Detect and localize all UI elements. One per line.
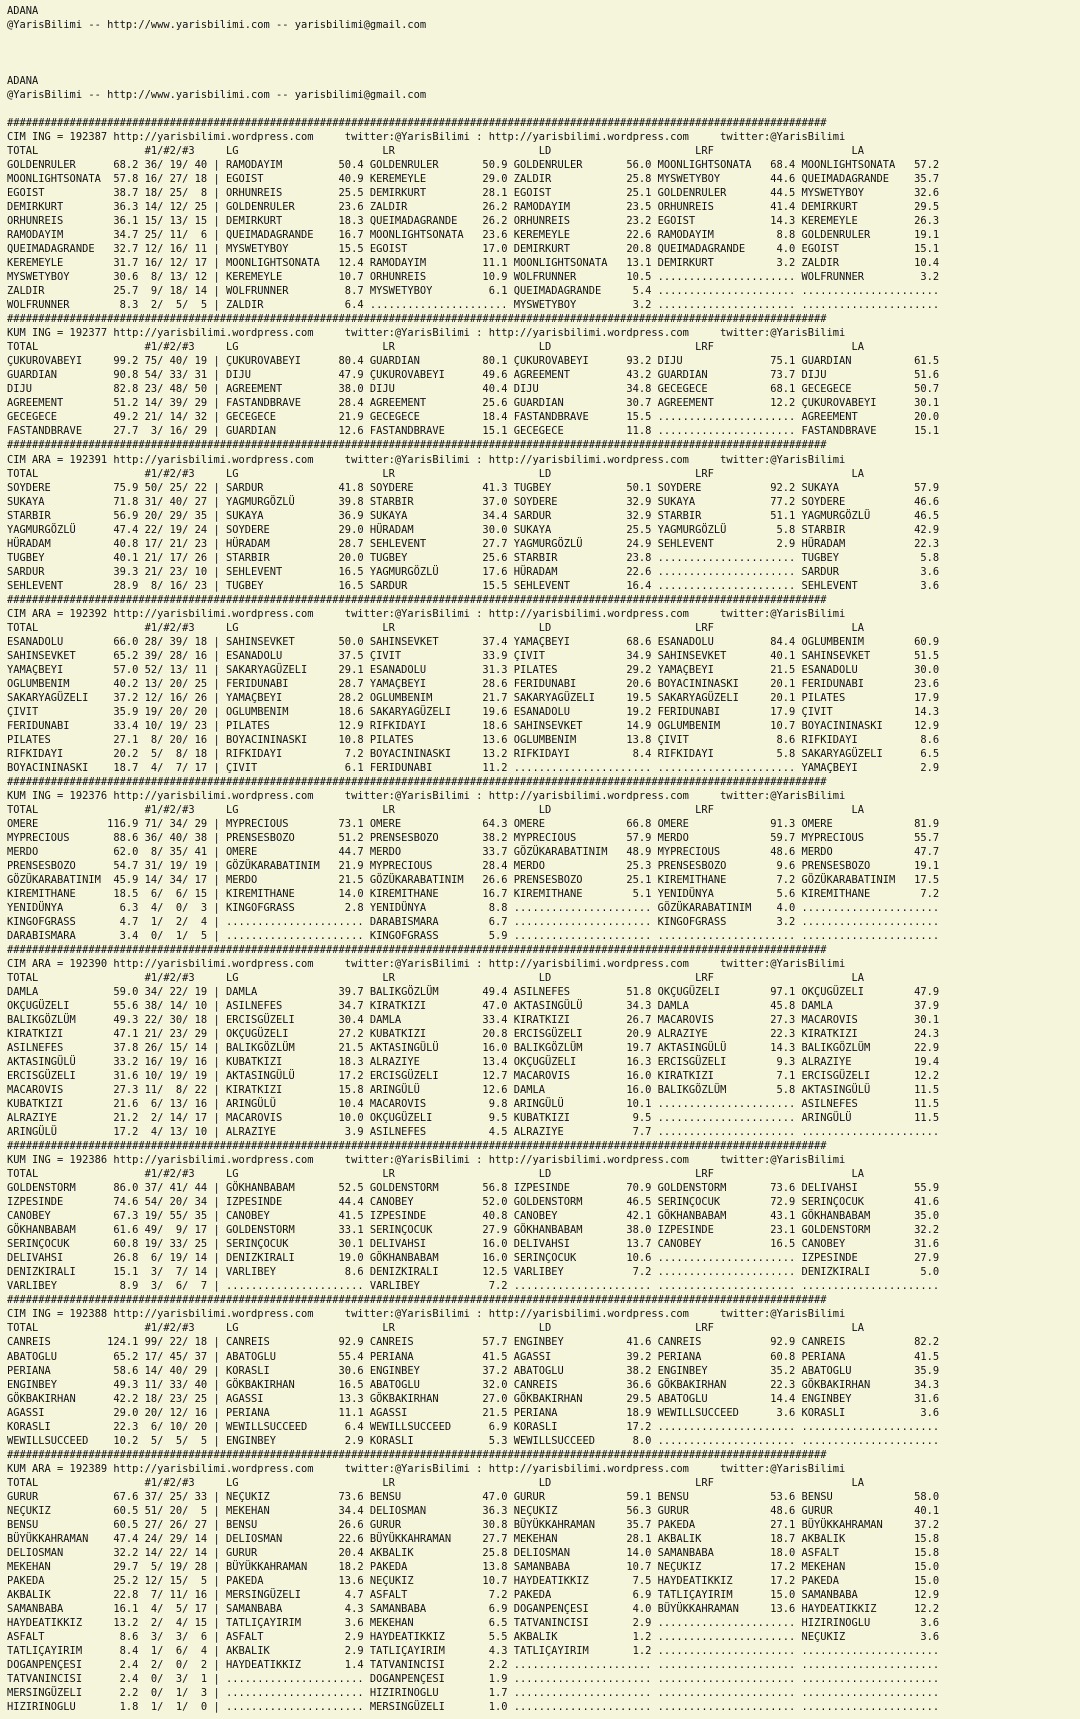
table-row: DARABISMARA 3.4 0/ 1/ 5 | ...................... KINGOFGRASS 5.9 ...................... ...................... ...................... — [7, 930, 940, 943]
table-row: SAKARYAGÜZELI 37.2 12/ 16/ 26 | YAMAÇBEYI 28.2 OGLUMBENIM 21.7 SAKARYAGÜZELI 19.5 SAKARYAGÜZELI 20.1 PILATES 17.9 — [7, 691, 940, 704]
table-row: VARLIBEY 8.9 3/ 6/ 7 | ...................... VARLIBEY 7.2 ...................... ...................... ...................... — [7, 1280, 940, 1293]
table-row: ZALDIR 25.7 9/ 18/ 14 | WOLFRUNNER 8.7 MYSWETYBOY 6.1 QUEIMADAGRANDE 5.4 ...................... ...................... — [7, 285, 940, 298]
document-subtitle: @YarisBilimi -- http://www.yarisbilimi.com -- yarisbilimi@gmail.com — [7, 89, 427, 102]
table-row: SAHINSEVKET 65.2 39/ 28/ 16 | ESANADOLU 37.5 ÇIVIT 33.9 ÇIVIT 34.9 SAHINSEVKET 40.1 SAHINSEVKET 51.5 — [7, 649, 940, 662]
table-row: IZPESINDE 74.6 54/ 20/ 34 | IZPESINDE 44.4 CANOBEY 52.0 GOLDENSTORM 46.5 SERINÇOCUK 72.9 SERINÇOCUK 41.6 — [7, 1196, 940, 1209]
table-row: KIREMITHANE 18.5 6/ 6/ 15 | KIREMITHANE 14.0 KIREMITHANE 16.7 KIREMITHANE 5.1 YENIDÜNYA 5.6 KIREMITHANE 7.2 — [7, 887, 940, 900]
race-header: KUM ING = 192386 http://yarisbilimi.wordpress.com twitter:@YarisBilimi : http://yarisbilimi.wordpress.com twitter:@YarisBilimi — [7, 1154, 846, 1167]
race-header: CIM ING = 192388 http://yarisbilimi.wordpress.com twitter:@YarisBilimi : http://yarisbilimi.wordpress.com twitter:@YarisBilimi — [7, 1308, 846, 1321]
table-row: WEWILLSUCCEED 10.2 5/ 5/ 5 | ENGINBEY 2.9 KORASLI 5.3 WEWILLSUCCEED 8.0 ...................... ...................... — [7, 1434, 940, 1447]
section-separator: ################################################################################################################################### — [7, 313, 827, 326]
table-row: CANREIS 124.1 99/ 22/ 18 | CANREIS 92.9 CANREIS 57.7 ENGINBEY 41.6 CANREIS 92.9 CANREIS 82.2 — [7, 1336, 940, 1349]
table-row: ALRAZIYE 21.2 2/ 14/ 17 | MACAROVIS 10.0 OKÇUGÜZELI 9.5 KUBATKIZI 9.5 ...................... ARINGÜLÜ 11.5 — [7, 1112, 940, 1125]
column-header-row: TOTAL #1/#2/#3 LG LR LD LRF LA — [7, 621, 865, 634]
column-header-row: TOTAL #1/#2/#3 LG LR LD LRF LA — [7, 145, 865, 158]
table-row: AGREEMENT 51.2 14/ 39/ 29 | FASTANDBRAVE 28.4 AGREEMENT 25.6 GUARDIAN 30.7 AGREEMENT 12.2 ÇUKUROVABEYI 30.1 — [7, 397, 940, 410]
column-header-row: TOTAL #1/#2/#3 LG LR LD LRF LA — [7, 972, 865, 985]
table-row: ASILNEFES 37.8 26/ 15/ 14 | BALIKGÖZLÜM 21.5 AKTASINGÜLÜ 16.0 BALIKGÖZLÜM 19.7 AKTASINGÜLÜ 14.3 BALIKGÖZLÜM 22.9 — [7, 1042, 940, 1055]
table-row: HÜRADAM 40.8 17/ 21/ 23 | HÜRADAM 28.7 SEHLEVENT 27.7 YAGMURGÖZLÜ 24.9 SEHLEVENT 2.9 HÜRADAM 22.3 — [7, 537, 940, 550]
table-row: YENIDÜNYA 6.3 4/ 0/ 3 | KINGOFGRASS 2.8 YENIDÜNYA 8.8 ...................... GÖZÜKARABATINIM 4.0 ...................... — [7, 902, 940, 914]
table-row: MOONLIGHTSONATA 57.8 16/ 27/ 18 | EGOIST 40.9 KEREMEYLE 29.0 ZALDIR 25.8 MYSWETYBOY 44.6 QUEIMADAGRANDE 35.7 — [7, 173, 940, 186]
table-row: GECEGECE 49.2 21/ 14/ 32 | GECEGECE 21.9 GECEGECE 18.4 FASTANDBRAVE 15.5 ...................... AGREEMENT 20.0 — [7, 411, 940, 424]
table-row: MYPRECIOUS 88.6 36/ 40/ 38 | PRENSESBOZO 51.2 PRENSESBOZO 38.2 MYPRECIOUS 57.9 MERDO 59.7 MYPRECIOUS 55.7 — [7, 831, 940, 844]
table-row: PRENSESBOZO 54.7 31/ 19/ 19 | GÖZÜKARABATINIM 21.9 MYPRECIOUS 28.4 MERDO 25.3 PRENSESBOZO 9.6 PRENSESBOZO 19.1 — [7, 859, 940, 872]
table-row: DEMIRKURT 36.3 14/ 12/ 25 | GOLDENRULER 23.6 ZALDIR 26.2 RAMODAYIM 23.5 ORHUNREIS 41.4 DEMIRKURT 29.5 — [7, 201, 940, 214]
table-row: MERSINGÜZELI 2.2 0/ 1/ 3 | ...................... HIZIRINOGLU 1.7 ...................... ...................... ...................... — [7, 1686, 940, 1699]
race-header: CIM ARA = 192390 http://yarisbilimi.wordpress.com twitter:@YarisBilimi : http://yarisbilimi.wordpress.com twitter:@YarisBilimi — [7, 958, 846, 971]
table-row: SAMANBABA 16.1 4/ 5/ 17 | SAMANBABA 4.3 SAMANBABA 6.9 DOGANPENÇESI 4.0 BÜYÜKKAHRAMAN 13.6 HAYDEATIKKIZ 12.2 — [7, 1602, 940, 1615]
column-header-row: TOTAL #1/#2/#3 LG LR LD LRF LA — [7, 341, 865, 354]
section-separator: ################################################################################################################################### — [7, 1294, 827, 1307]
section-separator: ################################################################################################################################### — [7, 775, 827, 788]
table-row: AKBALIK 22.8 7/ 11/ 16 | MERSINGÜZELI 4.7 ASFALT 7.2 PAKEDA 6.9 TATLIÇAYIRIM 15.0 SAMANBABA 12.9 — [7, 1588, 940, 1601]
table-row: AGASSI 29.0 20/ 12/ 16 | PERIANA 11.1 AGASSI 21.5 PERIANA 18.9 WEWILLSUCCEED 3.6 KORASLI 3.6 — [7, 1406, 940, 1419]
table-row: ARINGÜLÜ 17.2 4/ 13/ 10 | ALRAZIYE 3.9 ASILNEFES 4.5 ALRAZIYE 7.7 ...................... ...................... — [7, 1126, 940, 1139]
race-header: CIM ING = 192387 http://yarisbilimi.wordpress.com twitter:@YarisBilimi : http://yarisbilimi.wordpress.com twitter:@YarisBilimi — [7, 131, 846, 144]
table-row: ÇUKUROVABEYI 99.2 75/ 40/ 19 | ÇUKUROVABEYI 80.4 GUARDIAN 80.1 ÇUKUROVABEYI 93.2 DIJU 75.1 GUARDIAN 61.5 — [7, 355, 940, 368]
table-row: YAGMURGÖZLÜ 47.4 22/ 19/ 24 | SOYDERE 29.0 HÜRADAM 30.0 SUKAYA 25.5 YAGMURGÖZLÜ 5.8 STARBIR 42.9 — [7, 523, 940, 536]
table-row: KUBATKIZI 21.6 6/ 13/ 16 | ARINGÜLÜ 10.4 MACAROVIS 9.8 ARINGÜLÜ 10.1 ...................... ASILNEFES 11.5 — [7, 1098, 940, 1111]
table-row: GÖKBAKIRHAN 42.2 18/ 23/ 25 | AGASSI 13.3 GÖKBAKIRHAN 27.0 GÖKBAKIRHAN 29.5 ABATOGLU 14.4 ENGINBEY 31.6 — [7, 1392, 940, 1405]
document-title: ADANA — [7, 5, 39, 17]
document-subtitle: @YarisBilimi -- http://www.yarisbilimi.com -- yarisbilimi@gmail.com — [7, 19, 427, 32]
table-row: WOLFRUNNER 8.3 2/ 5/ 5 | ZALDIR 6.4 ...................... MYSWETYBOY 3.2 ...................... ...................... — [7, 299, 940, 312]
table-row: BÜYÜKKAHRAMAN 47.4 24/ 29/ 14 | DELIOSMAN 22.6 BÜYÜKKAHRAMAN 27.7 MEKEHAN 28.1 AKBALIK 18.7 AKBALIK 15.8 — [7, 1532, 940, 1545]
table-row: DAMLA 59.0 34/ 22/ 19 | DAMLA 39.7 BALIKGÖZLÜM 49.4 ASILNEFES 51.8 OKÇUGÜZELI 97.1 OKÇUGÜZELI 47.9 — [7, 986, 940, 999]
table-row: PILATES 27.1 8/ 20/ 16 | BOYACININASKI 10.8 PILATES 13.6 OGLUMBENIM 13.8 ÇIVIT 8.6 RIFKIDAYI 8.6 — [7, 733, 940, 746]
table-row: KIRATKIZI 47.1 21/ 23/ 29 | OKÇUGÜZELI 27.2 KUBATKIZI 20.8 ERCISGÜZELI 20.9 ALRAZIYE 22.3 KIRATKIZI 24.3 — [7, 1028, 940, 1041]
table-row: TATVANINCISI 2.4 0/ 3/ 1 | ...................... DOGANPENÇESI 1.9 ...................... ...................... ...................... — [7, 1672, 940, 1685]
section-separator: ################################################################################################################################### — [7, 944, 827, 957]
table-row: TUGBEY 40.1 21/ 17/ 26 | STARBIR 20.0 TUGBEY 25.6 STARBIR 23.8 ...................... TUGBEY 5.8 — [7, 551, 940, 564]
table-row: GUARDIAN 90.8 54/ 33/ 31 | DIJU 47.9 ÇUKUROVABEYI 49.6 AGREEMENT 43.2 GUARDIAN 73.7 DIJU 51.6 — [7, 369, 940, 382]
table-row: DIJU 82.8 23/ 48/ 50 | AGREEMENT 38.0 DIJU 40.4 DIJU 34.8 GECEGECE 68.1 GECEGECE 50.7 — [7, 383, 940, 396]
race-header: KUM ING = 192376 http://yarisbilimi.wordpress.com twitter:@YarisBilimi : http://yarisbilimi.wordpress.com twitter:@YarisBilimi — [7, 789, 846, 802]
table-row: DELIVAHSI 26.8 6/ 19/ 14 | DENIZKIRALI 19.0 GÖKHANBABAM 16.0 SERINÇOCUK 10.6 ...................... IZPESINDE 27.9 — [7, 1252, 940, 1265]
section-separator: ################################################################################################################################### — [7, 117, 827, 130]
table-row: ENGINBEY 49.3 11/ 33/ 40 | GÖKBAKIRHAN 16.5 ABATOGLU 32.0 CANREIS 36.6 GÖKBAKIRHAN 22.3 GÖKBAKIRHAN 34.3 — [7, 1378, 940, 1391]
table-row: DENIZKIRALI 15.1 3/ 7/ 14 | VARLIBEY 8.6 DENIZKIRALI 12.5 VARLIBEY 7.2 ...................... DENIZKIRALI 5.0 — [7, 1266, 940, 1279]
table-row: OGLUMBENIM 40.2 13/ 20/ 25 | FERIDUNABI 28.7 YAMAÇBEYI 28.6 FERIDUNABI 20.6 BOYACININASKI 20.1 FERIDUNABI 23.6 — [7, 677, 940, 690]
section-separator: ################################################################################################################################### — [7, 593, 827, 606]
table-row: KINGOFGRASS 4.7 1/ 2/ 4 | ...................... DARABISMARA 6.7 ...................... KINGOFGRASS 3.2 ...................... — [7, 916, 940, 929]
table-row: PAKEDA 25.2 12/ 15/ 5 | PAKEDA 13.6 NEÇUKIZ 10.7 HAYDEATIKKIZ 7.5 HAYDEATIKKIZ 17.2 PAKEDA 15.0 — [7, 1574, 940, 1587]
race-header: KUM ING = 192377 http://yarisbilimi.wordpress.com twitter:@YarisBilimi : http://yarisbilimi.wordpress.com twitter:@YarisBilimi — [7, 327, 846, 340]
table-row: QUEIMADAGRANDE 32.7 12/ 16/ 11 | MYSWETYBOY 15.5 EGOIST 17.0 DEMIRKURT 20.8 QUEIMADAGRANDE 4.0 EGOIST 15.1 — [7, 243, 940, 256]
table-row: HIZIRINOGLU 1.8 1/ 1/ 0 | ...................... MERSINGÜZELI 1.0 ...................... ...................... ...................... — [7, 1700, 940, 1713]
race-header: CIM ARA = 192391 http://yarisbilimi.wordpress.com twitter:@YarisBilimi : http://yarisbilimi.wordpress.com twitter:@YarisBilimi — [7, 453, 846, 466]
table-row: CANOBEY 67.3 19/ 55/ 35 | CANOBEY 41.5 IZPESINDE 40.8 CANOBEY 42.1 GÖKHANBABAM 43.1 GÖKHANBABAM 35.0 — [7, 1210, 940, 1223]
column-header-row: TOTAL #1/#2/#3 LG LR LD LRF LA — [7, 467, 865, 480]
table-row: FASTANDBRAVE 27.7 3/ 16/ 29 | GUARDIAN 12.6 FASTANDBRAVE 15.1 GECEGECE 11.8 ...................... FASTANDBRAVE 15.1 — [7, 425, 940, 438]
column-header-row: TOTAL #1/#2/#3 LG LR LD LRF LA — [7, 1476, 865, 1489]
table-row: PERIANA 58.6 14/ 40/ 29 | KORASLI 30.6 ENGINBEY 37.2 ABATOGLU 38.2 ENGINBEY 35.2 ABATOGLU 35.9 — [7, 1364, 940, 1377]
table-row: GOLDENRULER 68.2 36/ 19/ 40 | RAMODAYIM 50.4 GOLDENRULER 50.9 GOLDENRULER 56.0 MOONLIGHTSONATA 68.4 MOONLIGHTSONATA 57.2 — [7, 159, 940, 172]
table-row: ORHUNREIS 36.1 15/ 13/ 15 | DEMIRKURT 18.3 QUEIMADAGRANDE 26.2 ORHUNREIS 23.2 EGOIST 14.3 KEREMEYLE 26.3 — [7, 215, 940, 228]
table-row: KORASLI 22.3 6/ 10/ 20 | WEWILLSUCCEED 6.4 WEWILLSUCCEED 6.9 KORASLI 17.2 ...................... ...................... — [7, 1420, 940, 1433]
table-row: MYSWETYBOY 30.6 8/ 13/ 12 | KEREMEYLE 10.7 ORHUNREIS 10.9 WOLFRUNNER 10.5 ...................... WOLFRUNNER 3.2 — [7, 271, 940, 284]
table-row: DELIOSMAN 32.2 14/ 22/ 14 | GURUR 20.4 AKBALIK 25.8 DELIOSMAN 14.0 SAMANBABA 18.0 ASFALT 15.8 — [7, 1546, 940, 1559]
table-row: ESANADOLU 66.0 28/ 39/ 18 | SAHINSEVKET 50.0 SAHINSEVKET 37.4 YAMAÇBEYI 68.6 ESANADOLU 84.4 OGLUMBENIM 60.9 — [7, 635, 940, 648]
table-row: EGOIST 38.7 18/ 25/ 8 | ORHUNREIS 25.5 DEMIRKURT 28.1 EGOIST 25.1 GOLDENRULER 44.5 MYSWETYBOY 32.6 — [7, 187, 940, 200]
race-header: CIM ARA = 192392 http://yarisbilimi.wordpress.com twitter:@YarisBilimi : http://yarisbilimi.wordpress.com twitter:@YarisBilimi — [7, 607, 846, 620]
column-header-row: TOTAL #1/#2/#3 LG LR LD LRF LA — [7, 803, 865, 816]
table-row: MACAROVIS 27.3 11/ 8/ 22 | KIRATKIZI 15.8 ARINGÜLÜ 12.6 DAMLA 16.0 BALIKGÖZLÜM 5.8 AKTASINGÜLÜ 11.5 — [7, 1084, 940, 1097]
section-separator: ################################################################################################################################### — [7, 439, 827, 452]
table-row: OMERE 116.9 71/ 34/ 29 | MYPRECIOUS 73.1 OMERE 64.3 OMERE 66.8 OMERE 91.3 OMERE 81.9 — [7, 817, 940, 830]
table-row: ASFALT 8.6 3/ 3/ 6 | ASFALT 2.9 HAYDEATIKKIZ 5.5 AKBALIK 1.2 ...................... NEÇUKIZ 3.6 — [7, 1630, 940, 1643]
table-row: KEREMEYLE 31.7 16/ 12/ 17 | MOONLIGHTSONATA 12.4 RAMODAYIM 11.1 MOONLIGHTSONATA 13.1 DEMIRKURT 3.2 ZALDIR 10.4 — [7, 257, 940, 270]
table-row: SERINÇOCUK 60.8 19/ 33/ 25 | SERINÇOCUK 30.1 DELIVAHSI 16.0 DELIVAHSI 13.7 CANOBEY 16.5 CANOBEY 31.6 — [7, 1238, 940, 1251]
table-row: GOLDENSTORM 86.0 37/ 41/ 44 | GÖKHANBABAM 52.5 GOLDENSTORM 56.8 IZPESINDE 70.9 GOLDENSTORM 73.6 DELIVAHSI 55.9 — [7, 1182, 940, 1195]
table-row: BENSU 60.5 27/ 26/ 27 | BENSU 26.6 GURUR 30.8 BÜYÜKKAHRAMAN 35.7 PAKEDA 27.1 BÜYÜKKAHRAMAN 37.2 — [7, 1518, 940, 1531]
section-separator: ################################################################################################################################### — [7, 1448, 827, 1461]
race-header: KUM ARA = 192389 http://yarisbilimi.wordpress.com twitter:@YarisBilimi : http://yarisbilimi.wordpress.com twitter:@YarisBilimi — [7, 1462, 846, 1475]
table-row: HAYDEATIKKIZ 13.2 2/ 4/ 15 | TATLIÇAYIRIM 3.6 MEKEHAN 6.5 TATVANINCISI 2.9 ...................... HIZIRINOGLU 3.6 — [7, 1616, 940, 1629]
table-row: ERCISGÜZELI 31.6 10/ 19/ 19 | AKTASINGÜLÜ 17.2 ERCISGÜZELI 12.7 MACAROVIS 16.0 KIRATKIZI 7.1 ERCISGÜZELI 12.2 — [7, 1070, 940, 1083]
table-row: DOGANPENÇESI 2.4 2/ 0/ 2 | HAYDEATIKKIZ 1.4 TATVANINCISI 2.2 ...................... ...................... ...................... — [7, 1658, 940, 1671]
column-header-row: TOTAL #1/#2/#3 LG LR LD LRF LA — [7, 1322, 865, 1335]
table-row: RAMODAYIM 34.7 25/ 11/ 6 | QUEIMADAGRANDE 16.7 MOONLIGHTSONATA 23.6 KEREMEYLE 22.6 RAMODAYIM 8.8 GOLDENRULER 19.1 — [7, 229, 940, 242]
table-row: STARBIR 56.9 20/ 29/ 35 | SUKAYA 36.9 SUKAYA 34.4 SARDUR 32.9 STARBIR 51.1 YAGMURGÖZLÜ 46.5 — [7, 509, 940, 522]
table-row: MERDO 62.0 8/ 35/ 41 | OMERE 44.7 MERDO 33.7 GÖZÜKARABATINIM 48.9 MYPRECIOUS 48.6 MERDO 47.7 — [7, 845, 940, 858]
table-row: SUKAYA 71.8 31/ 40/ 27 | YAGMURGÖZLÜ 39.8 STARBIR 37.0 SOYDERE 32.9 SUKAYA 77.2 SOYDERE 46.6 — [7, 495, 940, 508]
document-title: ADANA — [7, 75, 39, 88]
table-row: FERIDUNABI 33.4 10/ 19/ 23 | PILATES 12.9 RIFKIDAYI 18.6 SAHINSEVKET 14.9 OGLUMBENIM 10.7 BOYACININASKI 12.9 — [7, 719, 940, 732]
table-row: GURUR 67.6 37/ 25/ 33 | NEÇUKIZ 73.6 BENSU 47.0 GURUR 59.1 BENSU 53.6 BENSU 58.0 — [7, 1490, 940, 1503]
table-row: SOYDERE 75.9 50/ 25/ 22 | SARDUR 41.8 SOYDERE 41.3 TUGBEY 50.1 SOYDERE 92.2 SUKAYA 57.9 — [7, 481, 940, 494]
section-separator: ################################################################################################################################### — [7, 1140, 827, 1153]
table-row: TATLIÇAYIRIM 8.4 1/ 6/ 4 | AKBALIK 2.9 TATLIÇAYIRIM 4.3 TATLIÇAYIRIM 1.2 ...................... ...................... — [7, 1644, 940, 1657]
column-header-row: TOTAL #1/#2/#3 LG LR LD LRF LA — [7, 1168, 865, 1181]
table-row: NEÇUKIZ 60.5 51/ 20/ 5 | MEKEHAN 34.4 DELIOSMAN 36.3 NEÇUKIZ 56.3 GURUR 48.6 GURUR 40.1 — [7, 1504, 940, 1517]
table-row: YAMAÇBEYI 57.0 52/ 13/ 11 | SAKARYAGÜZELI 29.1 ESANADOLU 31.3 PILATES 29.2 YAMAÇBEYI 21.5 ESANADOLU 30.0 — [7, 663, 940, 676]
table-row: MEKEHAN 29.7 5/ 19/ 28 | BÜYÜKKAHRAMAN 18.2 PAKEDA 13.8 SAMANBABA 10.7 NEÇUKIZ 17.2 MEKEHAN 15.0 — [7, 1560, 940, 1573]
table-row: GÖZÜKARABATINIM 45.9 14/ 34/ 17 | MERDO 21.5 GÖZÜKARABATINIM 26.6 PRENSESBOZO 25.1 KIREMITHANE 7.2 GÖZÜKARABATINIM 17.5 — [7, 873, 940, 886]
table-row: GÖKHANBABAM 61.6 49/ 9/ 17 | GOLDENSTORM 33.1 SERINÇOCUK 27.9 GÖKHANBABAM 38.0 IZPESINDE 23.1 GOLDENSTORM 32.2 — [7, 1224, 940, 1237]
table-row: RIFKIDAYI 20.2 5/ 8/ 18 | RIFKIDAYI 7.2 BOYACININASKI 13.2 RIFKIDAYI 8.4 RIFKIDAYI 5.8 SAKARYAGÜZELI 6.5 — [7, 747, 940, 760]
table-row: BALIKGÖZLÜM 49.3 22/ 30/ 18 | ERCISGÜZELI 30.4 DAMLA 33.4 KIRATKIZI 26.7 MACAROVIS 27.3 MACAROVIS 30.1 — [7, 1014, 940, 1027]
table-row: SEHLEVENT 28.9 8/ 16/ 23 | TUGBEY 16.5 SARDUR 15.5 SEHLEVENT 16.4 ...................... SEHLEVENT 3.6 — [7, 579, 940, 592]
table-row: AKTASINGÜLÜ 33.2 16/ 19/ 16 | KUBATKIZI 18.3 ALRAZIYE 13.4 OKÇUGÜZELI 16.3 ERCISGÜZELI 9.3 ALRAZIYE 19.4 — [7, 1056, 940, 1069]
table-row: BOYACININASKI 18.7 4/ 7/ 17 | ÇIVIT 6.1 FERIDUNABI 11.2 ...................... ...................... YAMAÇBEYI 2.9 — [7, 761, 940, 774]
table-row: SARDUR 39.3 21/ 23/ 10 | SEHLEVENT 16.5 YAGMURGÖZLÜ 17.6 HÜRADAM 22.6 ...................... SARDUR 3.6 — [7, 565, 940, 578]
table-row: ABATOGLU 65.2 17/ 45/ 37 | ABATOGLU 55.4 PERIANA 41.5 AGASSI 39.2 PERIANA 60.8 PERIANA 41.5 — [7, 1350, 940, 1363]
table-row: ÇIVIT 35.9 19/ 20/ 20 | OGLUMBENIM 18.6 SAKARYAGÜZELI 19.6 ESANADOLU 19.2 FERIDUNABI 17.9 ÇIVIT 14.3 — [7, 705, 940, 718]
table-row: OKÇUGÜZELI 55.6 38/ 14/ 10 | ASILNEFES 34.7 KIRATKIZI 47.0 AKTASINGÜLÜ 34.3 DAMLA 45.8 DAMLA 37.9 — [7, 1000, 940, 1013]
